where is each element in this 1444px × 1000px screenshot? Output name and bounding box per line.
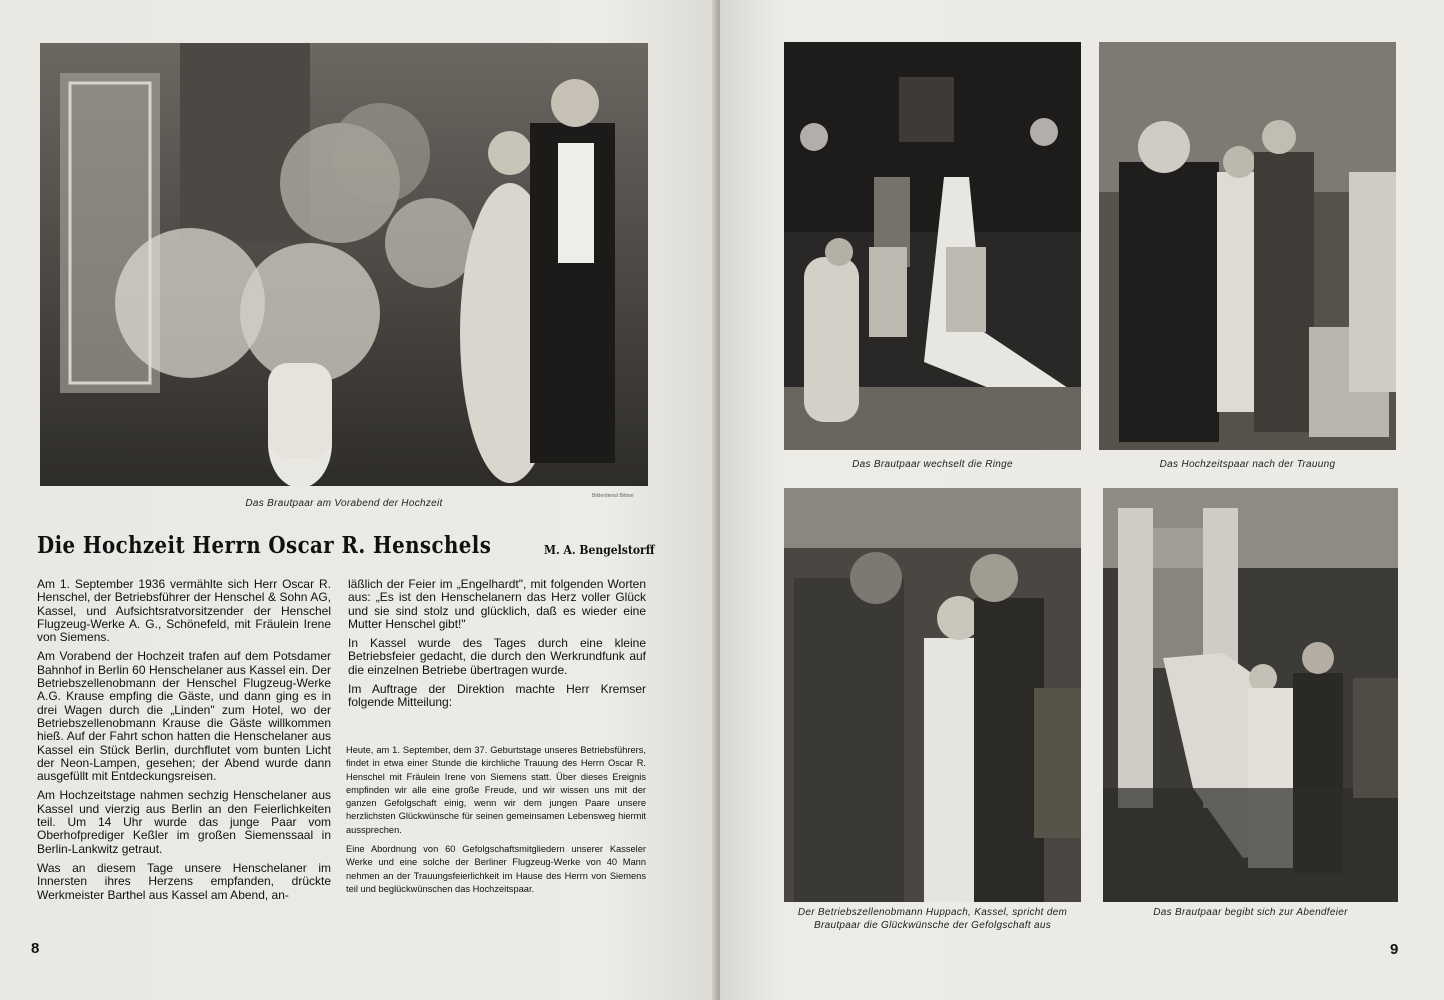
headline: Die Hochzeit Herrn Oscar R. Henschels	[37, 532, 492, 559]
paragraph: Am 1. September 1936 vermählte sich Herr Oscar R. Henschel, der Betriebsführer der Henschel & Sohn AG, Kassel, und Aufsichtsratvorsitzender der Henschel Flugzeug-Werke A. G., Schönefeld, mit Fräulein Irene von Siemens.	[37, 577, 331, 645]
paragraph: Am Hochzeitstage nahmen sechzig Henschelaner aus Kassel und vierzig aus Berlin an den Feierlichkeiten teil. Um 14 Uhr wurde das junge Paar vom Oberhofprediger Keßler im großen Siemenssaal in Berlin-Lankwitz getraut.	[37, 788, 331, 856]
photo-evening-celebration	[1103, 488, 1398, 902]
paragraph: In Kassel wurde des Tages durch eine kleine Betriebsfeier gedacht, die durch den Werkrundfunk auf die einzelnen Betriebe übertragen wurde.	[348, 636, 646, 677]
paragraph: Was an diesem Tage unsere Henschelaner im Innersten ihres Herzens empfanden, drückte Werkmeister Barthel aus Kassel am Abend, an-	[37, 860, 331, 902]
right-page	[720, 0, 1444, 1000]
caption-couple-after-ceremony: Das Hochzeitspaar nach der Trauung	[1159, 459, 1336, 470]
text-column-2	[348, 578, 646, 720]
caption-ring-exchange: Das Brautpaar wechselt die Ringe	[852, 459, 1013, 470]
photo-congratulations	[784, 488, 1081, 902]
page-number-left: 8	[31, 940, 40, 957]
photo-couple-after-ceremony	[1099, 42, 1396, 450]
paragraph: Am Vorabend der Hochzeit trafen auf dem Potsdamer Bahnhof in Berlin 60 Henschelaner aus Kassel ein. Der Betriebszellenobmann der Henschel Flugzeug-Werke A.G. Krause empfing die Gäste, und dann ging es in drei Wagen durch die „Linden" zum Hotel, wo der Betriebszellenobmann Krause die Gäste willkommen hieß. Auf der Fahrt schon hatten die Henschelaner aus Kassel ein Stück Berlin, durchflutet vom bunten Licht der Neon-Lampen, gesehen; der Abend wurde dann ausgefüllt mit Entdeckungsreisen.	[37, 649, 331, 784]
caption-evening-celebration: Das Brautpaar begibt sich zur Abendfeier	[1153, 907, 1348, 918]
photo-credit: Bilderdienst Bittner	[592, 493, 634, 499]
photo-couple-eve-of-wedding	[40, 43, 648, 486]
text-column-2-notice	[346, 744, 646, 902]
paragraph: läßlich der Feier im „Engelhardt", mit folgenden Worten aus: „Es ist den Henschelanern das Herz voller Glück und sie sind stolz und glücklich, daß es wieder eine Mutter Henschel gibt!"	[348, 577, 646, 631]
paragraph: Eine Abordnung von 60 Gefolgschaftsmitgliedern unserer Kasseler Werke und eine solche der Berliner Flugzeug-Werke von 40 Mann nehmen an der Trauungsfeierlichkeit im Hause des Herrn von Siemens teil und beglückwünschen das Hochzeitspaar.	[346, 844, 646, 894]
paragraph: Im Auftrage der Direktion machte Herr Kremser folgende Mitteilung:	[348, 682, 646, 710]
photo-ring-exchange	[784, 42, 1081, 450]
paragraph: Heute, am 1. September, dem 37. Geburtstage unseres Betriebsführers, findet in etwa einer Stunde die kirchliche Trauung des Herrn Oscar R. Henschel mit Fräulein Irene von Siemens statt. Über dieses Ereignis empfinden wir alle eine große Freude, und wir wissen uns mit der ganzen Gefolgschaft einig, wenn wir dem jungen Paare unsere herzlichsten Glückwünsche für seinen gemeinsamen Lebensweg hiermit aussprechen.	[346, 745, 646, 835]
author: M. A. Bengelstorff	[544, 543, 655, 557]
left-page	[0, 0, 718, 1000]
caption-congratulations: Der Betriebszellenobmann Huppach, Kassel, spricht dem Brautpaar die Glückwünsche der Gefolgschaft aus	[797, 907, 1068, 931]
main-photo-caption: Das Brautpaar am Vorabend der Hochzeit	[245, 498, 443, 509]
page-number-right: 9	[1390, 941, 1399, 958]
text-column-1	[37, 578, 331, 908]
